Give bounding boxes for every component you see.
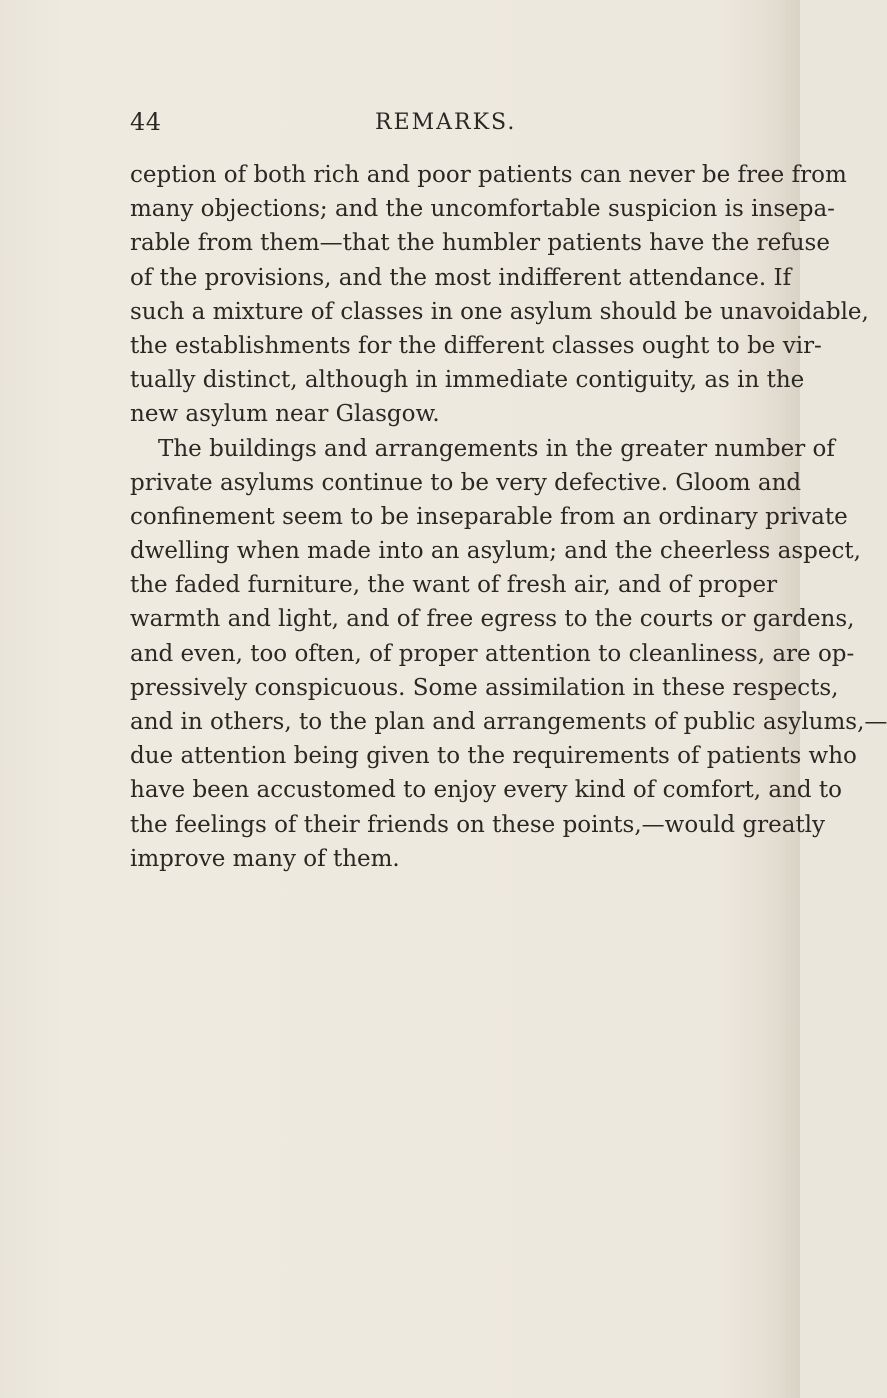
- text-line: of the provisions, and the most indifferent attendance. If: [130, 264, 792, 291]
- text-line: private asylums continue to be very defective. Gloom and: [130, 469, 802, 496]
- running-head: REMARKS.: [375, 110, 517, 135]
- text-line: and even, too often, of proper attention to cleanliness, are op-: [130, 640, 855, 667]
- text-line: dwelling when made into an asylum; and the cheerless aspect,: [130, 538, 861, 565]
- text-line: the faded furniture, the want of fresh air, and of proper: [130, 572, 778, 599]
- text-line: tually distinct, although in immediate contiguity, as in the: [130, 367, 805, 394]
- text-line: due attention being given to the requirements of patients who: [130, 743, 857, 770]
- text-line: warmth and light, and of free egress to the courts or gardens,: [130, 606, 855, 633]
- text-line: rable from them—that the humbler patients have the refuse: [130, 230, 830, 257]
- paragraph-start-line: The buildings and arrangements in the greater number of: [158, 435, 835, 462]
- text-line: the establishments for the different classes ought to be vir-: [130, 332, 822, 359]
- text-line: have been accustomed to enjoy every kind of comfort, and to: [130, 777, 842, 804]
- body-text: [130, 158, 887, 876]
- text-line: confinement seem to be inseparable from an ordinary private: [130, 503, 848, 530]
- text-line: such a mixture of classes in one asylum should be unavoidable,: [130, 298, 869, 325]
- text-line: the feelings of their friends on these points,—would greatly: [130, 811, 826, 838]
- text-line: ception of both rich and poor patients can never be free from: [130, 162, 847, 188]
- text-line: pressively conspicuous. Some assimilation in these respects,: [130, 674, 839, 701]
- paragraph-end-line: new asylum near Glasgow.: [130, 401, 440, 428]
- text-line: many objections; and the uncomfortable suspicion is insepa-: [130, 196, 835, 223]
- page-number: 44: [130, 108, 162, 136]
- paragraph-end-line: improve many of them.: [130, 845, 400, 872]
- text-line: and in others, to the plan and arrangements of public asylums,—: [130, 709, 887, 735]
- page-header: [130, 108, 690, 140]
